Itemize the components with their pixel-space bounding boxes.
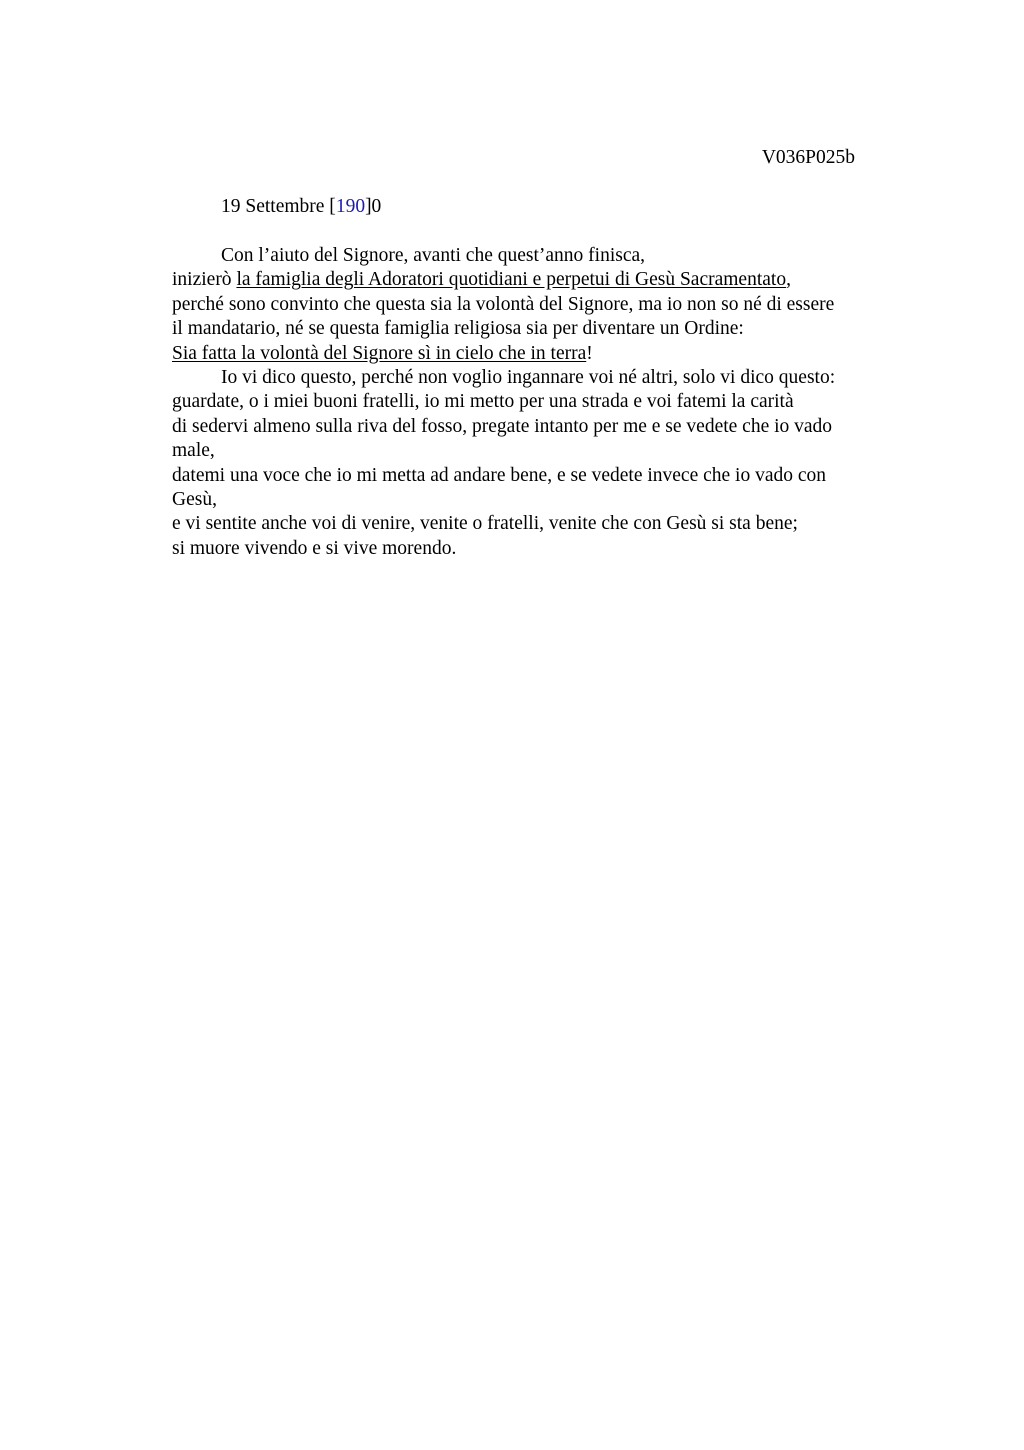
body-line: si muore vivendo e si vive morendo. — [172, 537, 457, 559]
body-text-segment: , — [786, 269, 791, 291]
body-line: e vi sentite anche voi di venire, venite o fratelli, venite che con Gesù si sta bene; — [172, 513, 798, 535]
body-line — [172, 268, 884, 292]
date-year-highlight: 190 — [335, 196, 366, 217]
body-line: guardate, o i miei buoni fratelli, io mi metto per una strada e voi fatemi la carità — [172, 391, 794, 413]
body-line: Con l’aiuto del Signore, avanti che quest’anno finisca, — [221, 245, 646, 266]
body-line: datemi una voce che io mi metta ad andare bene, e se vedete invece che io vado con — [172, 464, 827, 486]
date-suffix: ]0 — [365, 196, 382, 217]
body-line: il mandatario, né se questa famiglia religiosa sia per diventare un Ordine: — [172, 318, 744, 340]
underlined-phrase: la famiglia degli Adoratori quotidiani e perpetui di Gesù Sacramentato — [236, 269, 787, 291]
body-line: di sedervi almeno sulla riva del fosso, pregate intanto per me e se vedete che io vado — [172, 415, 833, 437]
body-line: perché sono convinto che questa sia la volontà del Signore, ma io non so né di essere — [172, 293, 835, 315]
document-id-label: V036P025b — [761, 147, 855, 168]
underlined-phrase: Sia fatta la volontà del Signore sì in cielo che in terra — [172, 342, 587, 364]
body-line: male, — [172, 440, 215, 462]
letter-body — [172, 244, 884, 561]
body-line — [172, 342, 884, 366]
body-text-segment: ! — [586, 342, 593, 364]
document-date — [221, 195, 381, 219]
body-line: Gesù, — [172, 489, 217, 511]
body-line: Io vi dico questo, perché non voglio ingannare voi né altri, solo vi dico questo: — [221, 367, 836, 389]
date-prefix: 19 Settembre [ — [221, 196, 336, 217]
body-text-segment: inizierò — [172, 269, 237, 291]
